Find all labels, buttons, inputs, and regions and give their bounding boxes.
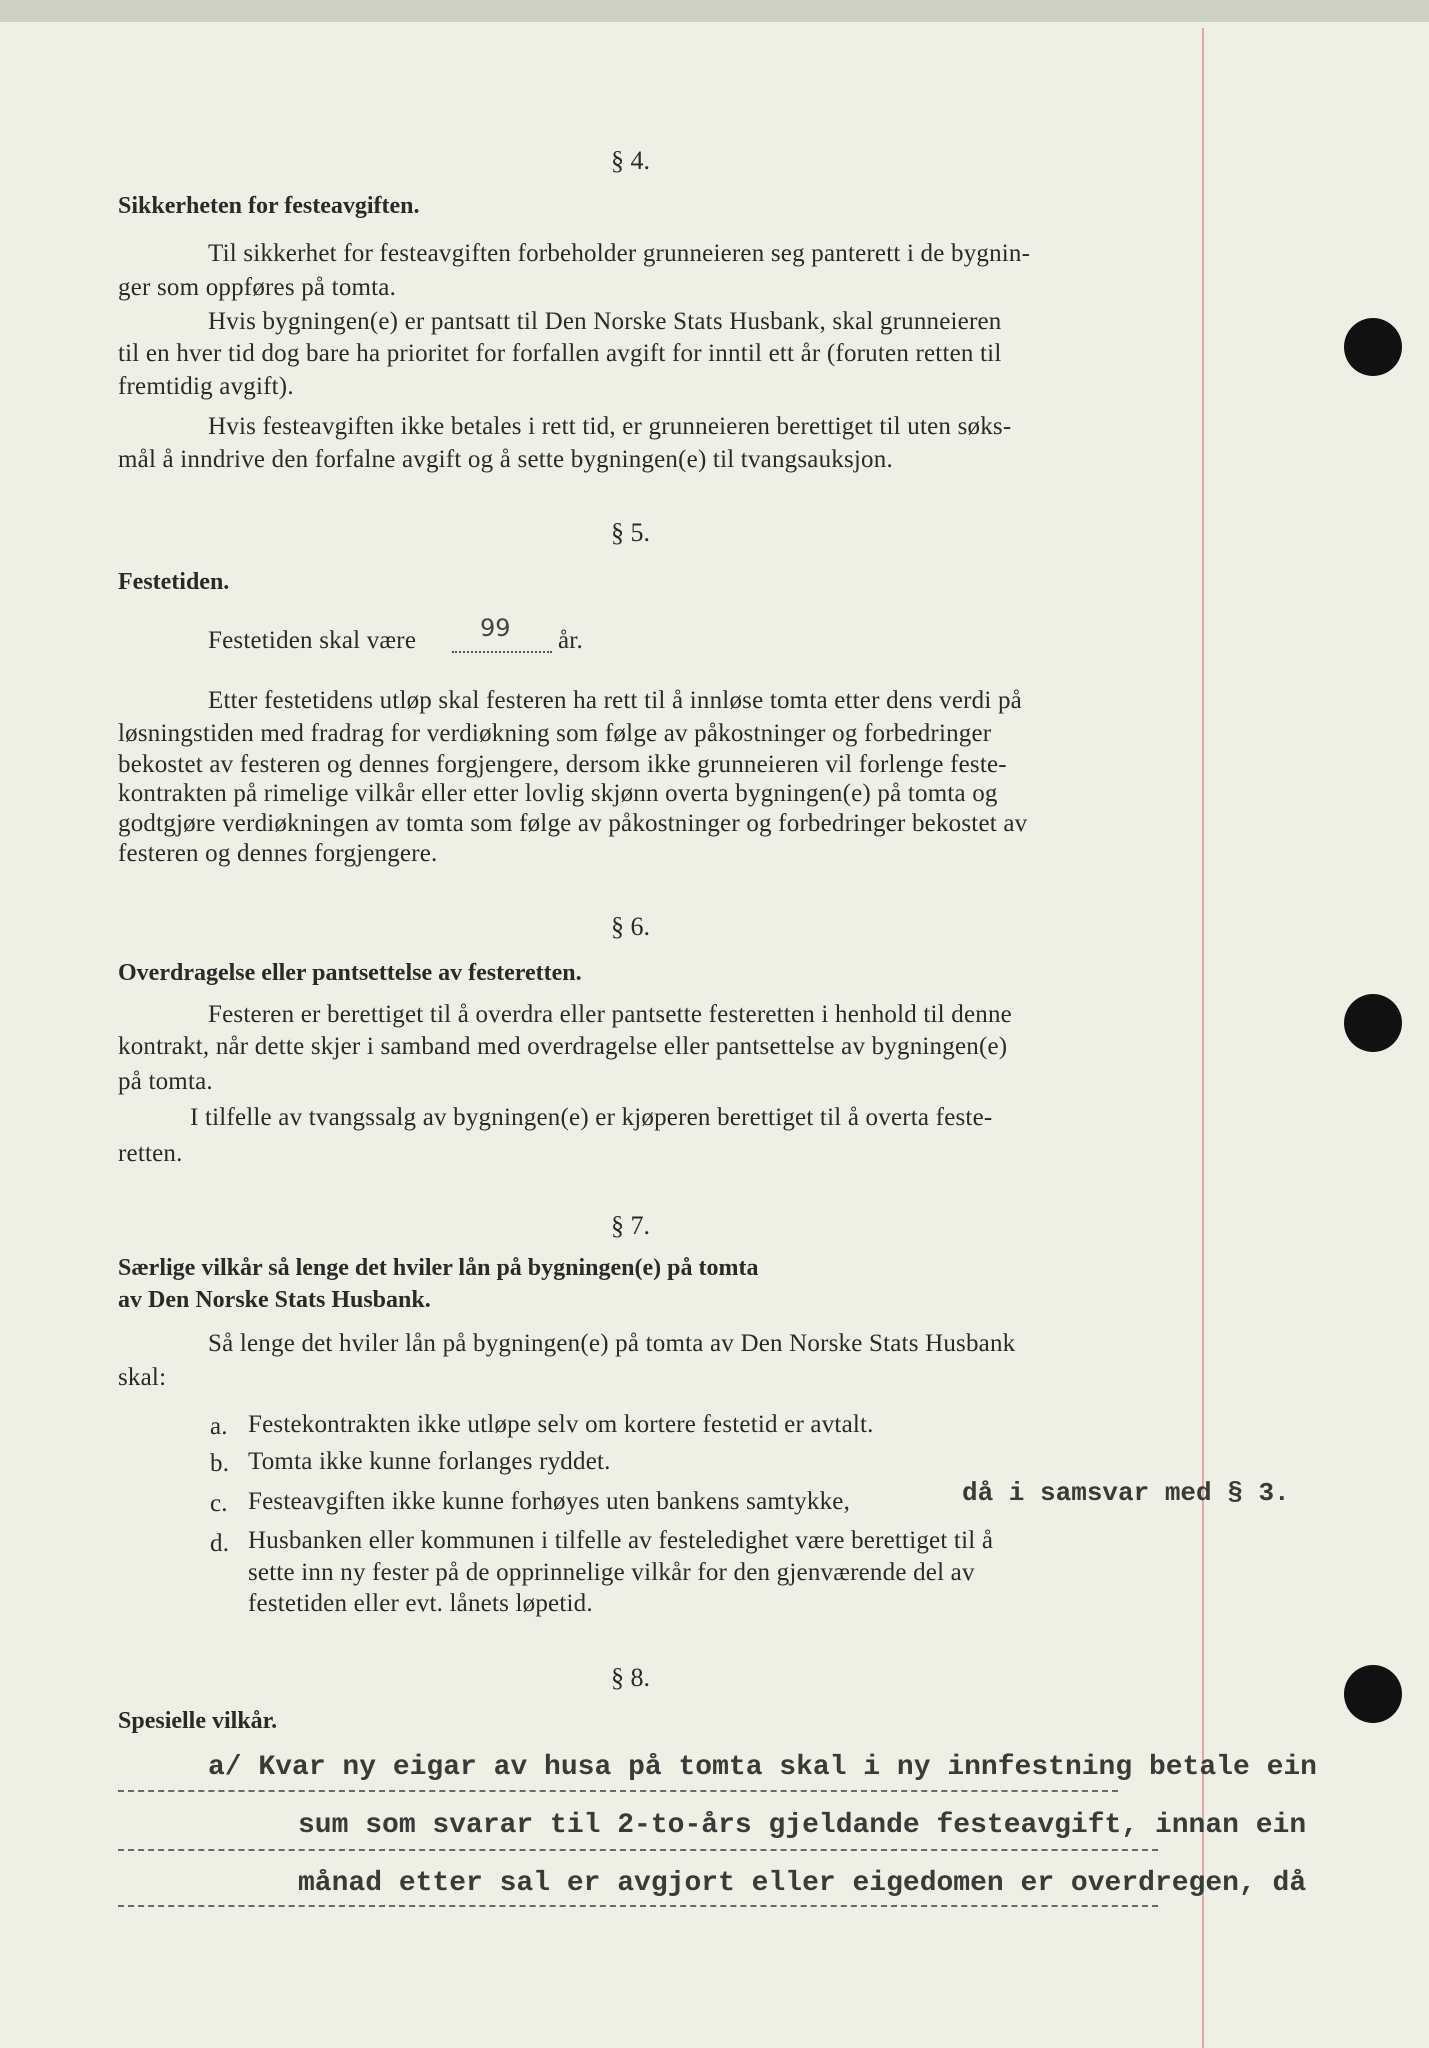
text-line: Til sikkerhet for festeavgiften forbeholder grunneieren seg panterett i de bygnin- [208, 240, 1031, 267]
section-number: § 8. [611, 1663, 650, 1692]
section-number: § 4. [611, 146, 650, 175]
fill-in-dots [452, 651, 552, 653]
underline [118, 1849, 1158, 1851]
text-line: bekostet av festeren og dennes forgjengere, dersom ikke grunneieren vil forlenge feste- [118, 751, 1007, 778]
list-letter: c. [210, 1490, 228, 1517]
text-line: til en hver tid dog bare ha prioritet for forfallen avgift for inntil ett år (foruten retten til [118, 340, 1002, 367]
typed-line: sum som svarar til 2-to-års gjeldande festeavgift, innan ein [298, 1810, 1307, 1841]
term-suffix: år. [558, 627, 583, 654]
list-item: sette inn ny fester på de opprinnelige vilkår for den gjenværende del av [248, 1559, 975, 1586]
text-line: Hvis bygningen(e) er pantsatt til Den Norske Stats Husbank, skal grunneieren [208, 308, 1002, 335]
punch-hole-icon [1344, 994, 1402, 1052]
section-heading: Særlige vilkår så lenge det hviler lån på bygningen(e) på tomta [118, 1255, 759, 1281]
term-value: 99 [480, 614, 511, 642]
list-item: festetiden eller evt. lånets løpetid. [248, 1590, 593, 1617]
margin-rule [1202, 28, 1204, 2048]
text-line: Etter festetidens utløp skal festeren ha rett til å innløse tomta etter dens verdi på [208, 687, 1022, 714]
scan-top-edge [0, 0, 1429, 22]
list-item: Festeavgiften ikke kunne forhøyes uten bankens samtykke, [248, 1488, 851, 1515]
punch-hole-icon [1344, 318, 1402, 376]
text-line: løsningstiden med fradrag for verdiøkning som følge av påkostninger og forbedringer [118, 720, 992, 747]
text-line: kontrakten på rimelige vilkår eller etter lovlig skjønn overta bygningen(e) på tomta og [118, 780, 998, 807]
text-line: skal: [118, 1364, 167, 1391]
underline [118, 1790, 1118, 1792]
list-letter: a. [210, 1413, 228, 1440]
text-line: fremtidig avgift). [118, 373, 294, 400]
text-line: ger som oppføres på tomta. [118, 274, 397, 301]
section-heading: Sikkerheten for festeavgiften. [118, 193, 420, 219]
text-line: festeren og dennes forgjengere. [118, 840, 438, 867]
text-line: mål å inndrive den forfalne avgift og å sette bygningen(e) til tvangsauksjon. [118, 446, 893, 473]
text-line: godtgjøre verdiøkningen av tomta som følge av påkostninger og forbedringer bekostet av [118, 810, 1028, 837]
text-line: på tomta. [118, 1068, 213, 1095]
text-line: kontrakt, når dette skjer i samband med overdragelse eller pantsettelse av bygningen(e) [118, 1033, 1008, 1060]
text-line: Hvis festeavgiften ikke betales i rett tid, er grunneieren berettiget til uten søks- [208, 413, 1012, 440]
underline [118, 1905, 1158, 1907]
section-heading: Overdragelse eller pantsettelse av festeretten. [118, 960, 582, 986]
list-item: Festekontrakten ikke utløpe selv om kortere festetid er avtalt. [248, 1411, 874, 1438]
list-letter: b. [210, 1450, 230, 1477]
term-prefix: Festetiden skal være [208, 627, 417, 654]
list-letter: d. [210, 1530, 230, 1557]
typed-line: månad etter sal er avgjort eller eigedomen er overdregen, då [298, 1868, 1307, 1899]
section-number: § 7. [611, 1211, 650, 1240]
list-item: Tomta ikke kunne forlanges ryddet. [248, 1448, 611, 1475]
typed-line: a/ Kvar ny eigar av husa på tomta skal i ny innfestning betale ein [208, 1752, 1317, 1783]
text-line: Festeren er berettiget til å overdra eller pantsette festeretten i henhold til denne [208, 1001, 1012, 1028]
text-line: I tilfelle av tvangssalg av bygningen(e) er kjøperen berettiget til å overta feste- [190, 1104, 993, 1131]
section-number: § 5. [611, 518, 650, 547]
section-heading: Festetiden. [118, 569, 230, 595]
typed-addition: då i samsvar med § 3. [962, 1478, 1290, 1508]
section-heading: Spesielle vilkår. [118, 1708, 278, 1734]
text-line: retten. [118, 1140, 183, 1167]
section-heading: av Den Norske Stats Husbank. [118, 1287, 431, 1313]
punch-hole-icon [1344, 1665, 1402, 1723]
text-line: Så lenge det hviler lån på bygningen(e) på tomta av Den Norske Stats Husbank [208, 1330, 1016, 1357]
list-item: Husbanken eller kommunen i tilfelle av festeledighet være berettiget til å [248, 1527, 994, 1554]
section-number: § 6. [611, 912, 650, 941]
